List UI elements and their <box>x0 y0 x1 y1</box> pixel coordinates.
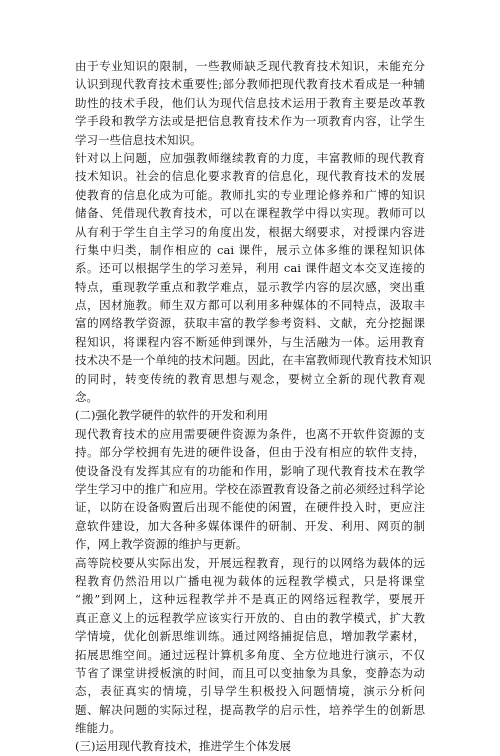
text-line: 学手段和教学方法或是把信息教育技术作为一项教育内容，让学生 <box>75 114 425 129</box>
text-line: 富的网络教学资源，获取丰富的教学参考资料、文献，充分挖掘课 <box>75 316 425 331</box>
text-line: 由于专业知识的限制，一些教师缺乏现代教育技术知识，未能充分 <box>75 59 425 73</box>
text-line: 拓展思维空间。通过远程计算机多角度、全方位地进行演示，不仅 <box>75 647 425 662</box>
text-line: 真正意义上的远程教学应该实行开放的、自由的教学模式，扩大教 <box>75 610 425 625</box>
text-line: 助性的技术手段，他们认为现代信息技术运用于教育主要是改革教 <box>75 95 425 110</box>
text-line: 维能力。 <box>75 721 121 736</box>
text-line: 学生学习中的推广和应用。学校在添置教育设备之前必须经过科学论 <box>75 481 425 496</box>
section-heading <box>75 737 425 755</box>
text-line: 学情境，优化创新思维训练。通过网络捕捉信息，增加教学素材， <box>75 629 425 644</box>
text-line: 念。 <box>75 390 98 405</box>
text-line: 特点，重现教学重点和教学难点，显示教学内容的层次感，突出重 <box>75 279 425 294</box>
text-line: 技术知识。社会的信息化要求教育的信息化，现代教育技术的发展 <box>75 169 425 184</box>
text-line: (二)强化教学硬件的软件的开发和利用 <box>75 408 268 423</box>
text-line: 点，因材施教。师生双方都可以利用多种媒体的不同特点，汲取丰 <box>75 298 425 313</box>
document-body <box>75 57 432 756</box>
body-paragraph <box>75 149 432 406</box>
body-paragraph <box>75 554 425 738</box>
text-line: 系。还可以根据学生的学习差异，利用 cai 课件超文本交叉连接的 <box>75 261 425 276</box>
text-line: 技术决不是一个单纯的技术问题。因此，在丰富教师现代教育技术知识 <box>75 353 432 368</box>
section-heading <box>75 406 425 424</box>
text-line: 使设备没有发挥其应有的功能和作用，影响了现代教育技术在教学 <box>75 463 425 478</box>
text-line: 从有利于学生自主学习的角度出发，根据大纲要求，对授课内容进 <box>75 224 425 239</box>
text-line: 针对以上问题，应加强教师继续教育的力度，丰富教师的现代教育 <box>75 150 425 165</box>
text-line: 的同时，转变传统的教育思想与观念，要树立全新的现代教育观 <box>75 371 425 386</box>
text-line: 作，网上教学资源的维护与更新。 <box>75 537 248 552</box>
text-line: 使教育的信息化成为可能。教师扎实的专业理论修养和广博的知识 <box>75 187 425 202</box>
text-line: 题、解决问题的实际过程，提高教学的启示性，培养学生的创新思 <box>75 702 425 717</box>
text-line: 意软件建设，加大各种多媒体课件的研制、开发、利用、网页的制 <box>75 518 425 533</box>
text-line: 态，表征真实的情境，引导学生积极投入问题情境，演示分析问 <box>75 684 425 699</box>
text-line: (三)运用现代教育技术，推进学生个体发展 <box>75 739 291 754</box>
body-paragraph <box>75 425 425 554</box>
text-line: 学习一些信息技术知识。 <box>75 132 202 147</box>
text-line: 程教育仍然沿用以广播电视为载体的远程教学模式，只是将课堂 <box>75 573 425 588</box>
text-line: 持。部分学校拥有先进的硬件设备，但由于没有相应的软件支持， <box>75 445 425 460</box>
text-line: “搬”到网上，这种远程教学并不是真正的网络远程教学，要展开 <box>75 592 425 607</box>
text-line: 证，以防在设备购置后出现不能使的闲置，在硬件投入时，更应注 <box>75 500 425 515</box>
text-line: 行集中归类，制作相应的 cai 课件，展示立体多维的课程知识体 <box>75 242 425 257</box>
text-line: 储备、凭借现代教育技术，可以在课程教学中得以实现。教师可以 <box>75 206 425 221</box>
text-line: 现代教育技术的应用需要硬件资源为条件，也离不开软件资源的支 <box>75 426 425 441</box>
text-line: 节省了课堂讲授板演的时间，而且可以变抽象为具象，变静态为动 <box>75 665 425 680</box>
text-line: 高等院校要从实际出发，开展远程教育，现行的以网络为载体的远 <box>75 555 425 570</box>
text-line: 程知识，将课程内容不断延伸到课外，与生活融为一体。运用教育 <box>75 334 425 349</box>
text-line: 认识到现代教育技术重要性;部分教师把现代教育技术看成是一种辅 <box>75 77 425 92</box>
body-paragraph <box>75 57 425 149</box>
